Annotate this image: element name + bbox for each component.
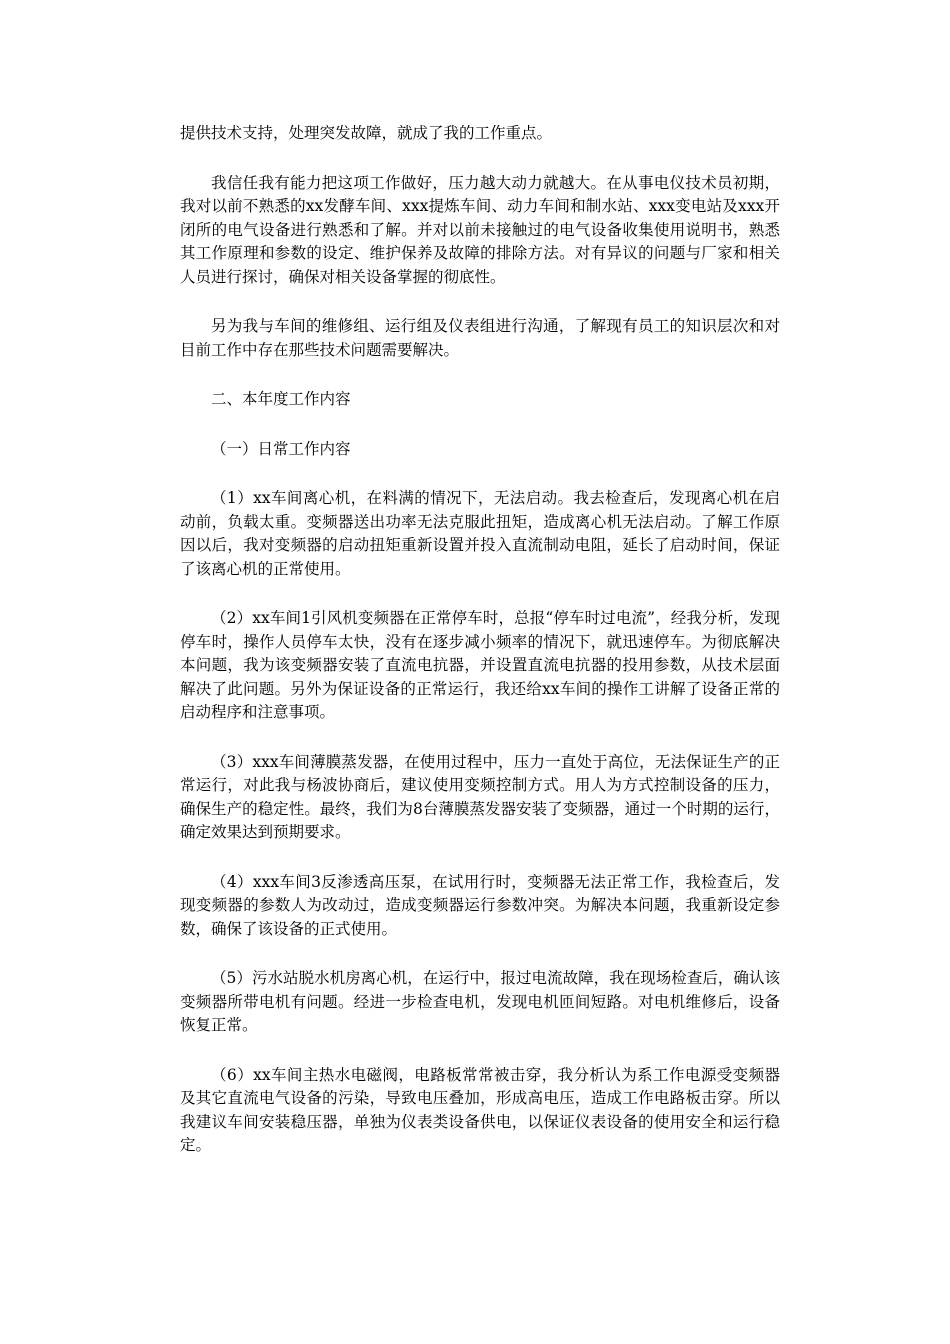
paragraph-gap bbox=[180, 146, 780, 172]
paragraph-gap bbox=[180, 581, 780, 607]
paragraph-preparation: 我信任我有能力把这项工作做好，压力越大动力就越大。在从事电仪技术员初期，我对以前不熟悉的xx发酵车间、xxx提炼车间、动力车间和制水站、xxx变电站及xxx开闭所的电气设备进行熟悉和了解。并对以前未接触过的电气设备收集使用说明书，熟悉其工作原理和参数的设定、维护保养及故障的排除方法。对有异议的问题与厂家和相关人员进行探讨，确保对相关设备掌握的彻底性。 bbox=[180, 173, 780, 286]
paragraph-gap bbox=[180, 845, 780, 871]
work-item-3: （3）xxx车间薄膜蒸发器，在使用过程中，压力一直处于高位，无法保证生产的正常运行，对此我与杨波协商后，建议使用变频控制方式。用人为方式控制设备的压力，确保生产的稳定性。最终，我们为8台薄膜蒸发器安装了变频器，通过一个时期的运行，确定效果达到预期要求。 bbox=[180, 752, 780, 841]
paragraph-communication: 另为我与车间的维修组、运行组及仪表组进行沟通，了解现有员工的知识层次和对目前工作中存在那些技术问题需要解决。 bbox=[180, 317, 780, 359]
paragraph-gap bbox=[180, 725, 780, 751]
document-page bbox=[180, 122, 780, 1158]
work-item-2: （2）xx车间1引风机变频器在正常停车时，总报“停车时过电流”，经我分析，发现停车时，操作人员停车太快，没有在逐步减小频率的情况下，就迅速停车。为彻底解决本问题，我为该变频器安装了直流电抗器，并设置直流电抗器的投用参数，从技术层面解决了此问题。另外为保证设备的正常运行，我还给xx车间的操作工讲解了设备正常的启动程序和注意事项。 bbox=[180, 609, 780, 721]
work-item-1: （1）xx车间离心机，在料满的情况下，无法启动。我去检查后，发现离心机在启动前，负载太重。变频器送出功率无法克服此扭矩，造成离心机无法启动。了解工作原因以后，我对变频器的启动扭矩重新设置并投入直流制动电阻，延长了启动时间，保证了该离心机的正常使用。 bbox=[180, 489, 780, 578]
paragraph-gap bbox=[180, 362, 780, 388]
work-item-6: （6）xx车间主热水电磁阀，电路板常常被击穿，我分析认为系工作电源受变频器及其它直流电气设备的污染，导致电压叠加，形成高电压，造成工作电路板击穿。所以我建议车间安装稳压器，单独为仪表类设备供电，以保证仪表设备的使用安全和运行稳定。 bbox=[180, 1065, 780, 1154]
paragraph-gap bbox=[180, 1038, 780, 1064]
subsection-heading: （一）日常工作内容 bbox=[211, 439, 351, 458]
section-heading: 二、本年度工作内容 bbox=[211, 390, 351, 408]
paragraph-gap bbox=[180, 289, 780, 315]
work-item-4: （4）xxx车间3反渗透高压泵，在试用行时，变频器无法正常工作，我检查后，发现变频器的参数人为改动过，造成变频器运行参数冲突。为解决本问题，我重新设定参数，确保了该设备的正式使用。 bbox=[180, 872, 780, 938]
work-item-5: （5）污水站脱水机房离心机，在运行中，报过电流故障，我在现场检查后，确认该变频器所带电机有问题。经进一步检查电机，发现电机匝间短路。对电机维修后，设备恢复正常。 bbox=[180, 969, 780, 1034]
paragraph-gap bbox=[180, 941, 780, 967]
paragraph-gap bbox=[180, 461, 780, 487]
paragraph-continuation: 提供技术支持，处理突发故障，就成了我的工作重点。 bbox=[180, 124, 553, 142]
paragraph-gap bbox=[180, 412, 780, 438]
